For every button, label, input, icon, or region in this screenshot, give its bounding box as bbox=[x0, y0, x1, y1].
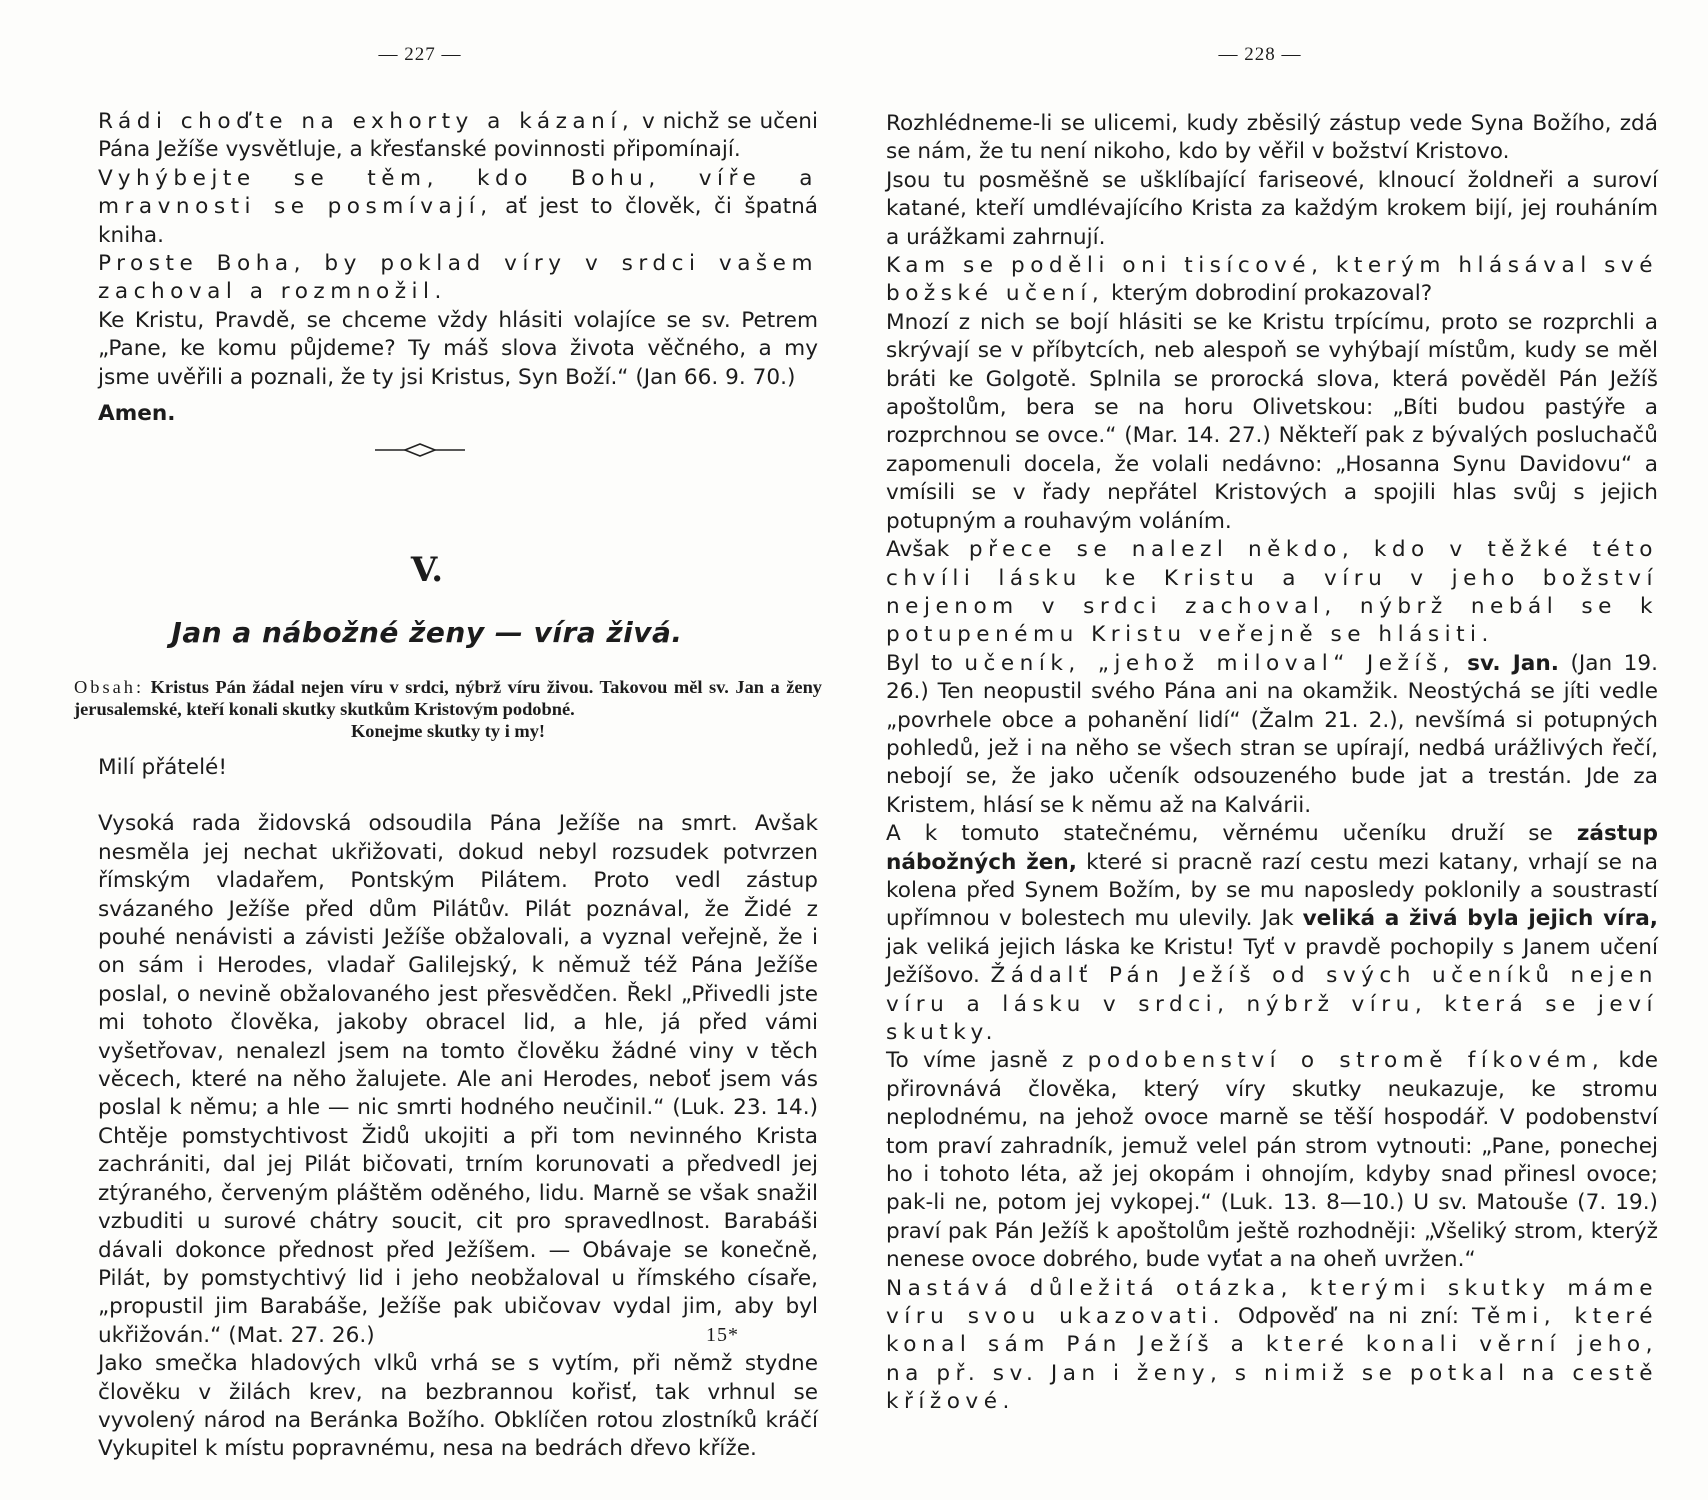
paragraph: Nastává důležitá otázka, kterými skutky máme víru svou ukazovati. Odpověď na ni zní: Těmi, které konal sám Pán Ježíš a které konali věrní jeho, na př. sv. Jan i ženy, s nimiž se potkal na cestě křížové. bbox=[886, 1275, 1659, 1415]
paragraph: Jsou tu posměšně se ušklíbající fariseové, klnoucí žoldneři a suroví katané, kteří umdlévajícího Krista za každým krokem bijí, jej rouháním a urážkami zahrnují. bbox=[886, 167, 1658, 250]
greeting: Milí přátelé! bbox=[98, 755, 228, 780]
text-column bbox=[98, 108, 818, 428]
paragraph: Rádi choďte na exhorty a kázaní, v nichž se učeni Pána Ježíše vysvětluje, a křesťanské povinnosti připomínají. bbox=[98, 109, 818, 163]
paragraph: Jako smečka hladových vlků vrhá se s vytím, při němž stydne člověku v žilách krev, na bezbrannou kořisť, tak vrhnul se vyvolený národ na Beránka Božího. Obklíčen rotou zlostníků kráčí Vykupitel k místu popravnému, nesa na bedrách dřevo kříže. bbox=[98, 1351, 818, 1462]
page-number: — 228 — bbox=[1218, 44, 1302, 65]
right-page bbox=[854, 0, 1708, 1500]
paragraph: Vyhýbejte se těm, kdo Bohu, víře a mravnosti se posmívají, ať jest to člověk, či špatná kniha. bbox=[98, 165, 818, 248]
paragraph: To víme jasně z podobenství o stromě fíkovém, kde přirovnává člověka, který víry skutky neukazuje, ke stromu neplodnému, na jehož ovoce marně se těší hospodář. V podobenství tom praví zahradník, jemuž velel pán strom vytnouti: „Pane, ponechej ho i tohoto léta, až jej okopám i ohnojím, kdyby snad přinesl ovoce; pak-li ne, potom jej vykopej.“ (Luk. 13. 8—10.) U sv. Matouše (7. 19.) praví pak Pán Ježíš k apoštolům ještě rozhodněji: „Všeliký strom, kterýž nenese ovoce dobrého, bude vyťat a na oheň uvržen.“ bbox=[886, 1048, 1658, 1273]
chapter-title: Jan a nábožné ženy — víra živá. bbox=[171, 616, 683, 649]
paragraph: Byl to učeník, „jehož miloval“ Ježíš, sv. Jan. (Jan 19. 26.) Ten neopustil svého Pána ani na okamžik. Neostýchá se jíti vedle „povrhele obce a pohanění lidí“ (Žalm 21. 2.), nevšímá si potupných pohledů, jež i na něho se všech stran se upírají, nedbá urážlivých řečí, nebojí se, že jako učeník odsouzeného bude jat a trestán. Jde za Kristem, hlásí se k němu až na Kalvárii. bbox=[886, 650, 1659, 818]
paragraph: Ke Kristu, Pravdě, se chceme vždy hlásiti volajíce se sv. Petrem „Pane, ke komu půjdeme? Ty máš slova života věčného, a my jsme uvěřili a poznali, že ty jsi Kristus, Syn Boží.“ (Jan 66. 9. 70.) bbox=[98, 307, 818, 390]
summary-label: Obsah: bbox=[74, 677, 145, 697]
paragraph: Rozhlédneme-li se ulicemi, kudy zběsilý zástup vede Syna Božího, zdá se nám, že tu není nikoho, kdo by věřil v božství Kristovo. bbox=[886, 111, 1658, 165]
paragraph: Avšak přece se nalezl někdo, kdo v těžké této chvíli lásku ke Kristu a víru v jeho božství nejenom v srdci zachoval, nýbrž nebál se k potupenému Kristu veřejně se hlásiti. bbox=[886, 537, 1658, 648]
paragraph: Mnozí z nich se bojí hlásiti se ke Kristu trpícímu, proto se rozprchli a skrývají se v příbytcích, neb alespoň se vyhýbají místům, kudy se měl bráti ke Golgotě. Splnila se prorocká slova, která pověděl Pán Ježíš apoštolům, bera se na horu Olivetskou: „Bíti budou pastýře a rozprchnou se ovce.“ (Mar. 14. 27.) Někteří pak z bývalých posluchačů zapomenuli docela, že volali nedávno: „Hosanna Synu Davidovu“ a vmísili se v řady nepřátel Kristových a spojili hlas svůj s jejich potupným a rouhavým voláním. bbox=[886, 309, 1658, 534]
sheet-signature: 15* bbox=[706, 1324, 739, 1346]
chapter-summary bbox=[74, 676, 822, 742]
paragraph: A k tomuto statečnému, věrnému učeníku druží se zástup nábožných žen, které si pracně razí cestu mezi katany, vrhají se na kolena před Synem Božím, by se mu naposledy poklonily a soustrastí upřímnou v bolestech mu ulevily. Jak veliká a živá byla jejich víra, jak veliká jejich láska ke Kristu! Tyť v pravdě pochopily s Janem učení Ježíšovo. Žádalť Pán Ježíš od svých učeníků nejen víru a lásku v srdci, nýbrž víru, která se jeví skutky. bbox=[886, 821, 1658, 1045]
summary-text: Kristus Pán žádal nejen víru v srdci, nýbrž víru živou. Takovou měl sv. Jan a ženy jerusalemské, kteří konali skutky skutkům Kristovým podobné. bbox=[74, 677, 822, 719]
closing-amen: Amen. bbox=[98, 401, 176, 427]
summary-last-line: Konejme skutky ty i my! bbox=[350, 721, 546, 741]
ornament-divider-icon bbox=[375, 442, 465, 458]
paragraph: Proste Boha, by poklad víry v srdci vašem zachoval a rozmnožil. bbox=[98, 251, 818, 305]
text-column bbox=[98, 754, 818, 1464]
chapter-number: V. bbox=[410, 550, 444, 590]
paragraph: Kam se poděli oni tisícové, kterým hlásával své božské učení, kterým dobrodiní prokazoval? bbox=[886, 253, 1658, 307]
paragraph: Vysoká rada židovská odsoudila Pána Ježíše na smrt. Avšak nesměla jej nechat ukřižovati, dokud nebyl rozsudek potvrzen římským vladařem, Pontským Pilátem. Proto vedl zástup svázaného Ježíše před dům Pilátův. Pilát poznával, že Židé z pouhé nenávisti a závisti Ježíše obžalovali, a vyznal veřejně, že i on sám i Herodes, vladař Galilejský, k němuž též Pána Ježíše poslal, o nevině obžalovaného jest přesvědčen. Řekl „Přivedli jste mi tohoto člověka, jakoby obracel lid, a hle, já před vámi vyšetřovav, nenalezl jsem na tomto člověku žádné viny v těch věcech, které na něho žalujete. Ale ani Herodes, neboť jsem vás poslal k němu; a hle — nic smrti hodného neučinil.“ (Luk. 23. 14.) Chtěje pomstychtivost Židů ukojiti a při tom nevinného Krista zachrániti, dal jej Pilát bičovati, trním korunovati a předvedl jej ztýraného, červeným pláštěm oděného, lidu. Marně se však snažil vzbuditi u surové chátry soucit, cit pro spravedlnost. Barabáši dávali dokonce přednost před Ježíšem. — Obávaje se konečně, Pilát, by pomstychtivý lid i jeho neobžaloval u římského císaře, „propustil jim Barabáše, Ježíše pak ubičovav vydal jim, aby byl ukřižován.“ (Mat. 27. 26.) bbox=[98, 811, 818, 1348]
page-number: — 227 — bbox=[378, 44, 462, 65]
text-column bbox=[886, 110, 1658, 1417]
